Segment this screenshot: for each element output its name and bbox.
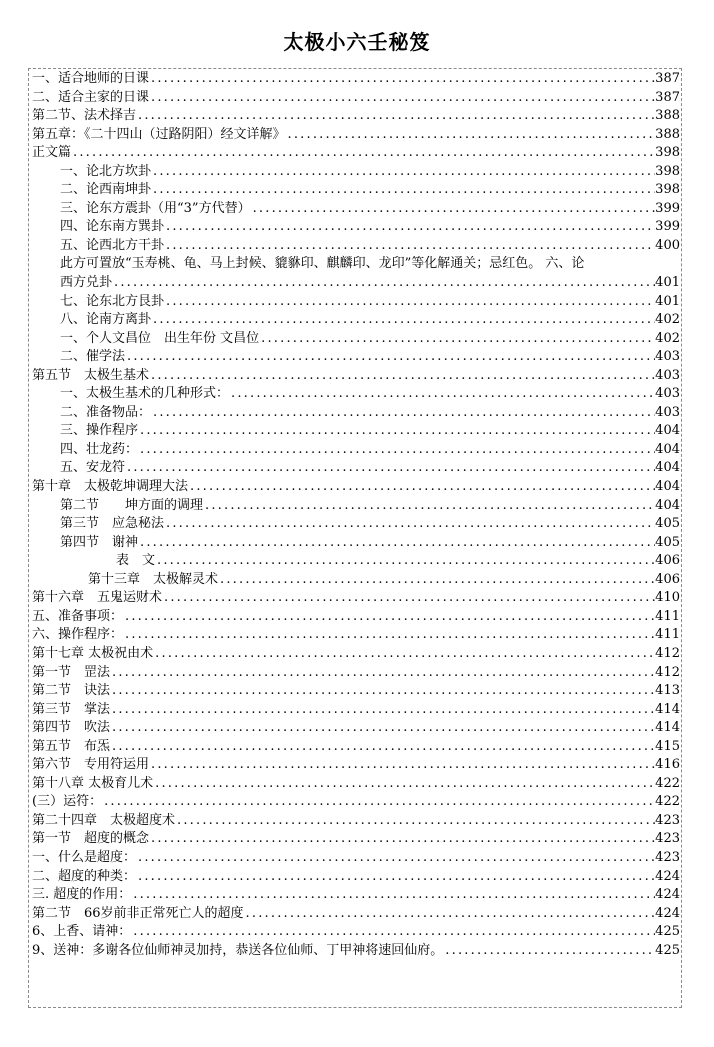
toc-entry[interactable] bbox=[32, 89, 680, 108]
toc-entry[interactable] bbox=[32, 886, 680, 905]
toc-leader-dots bbox=[149, 756, 655, 775]
toc-entry[interactable] bbox=[32, 701, 680, 720]
toc-entry[interactable] bbox=[32, 923, 680, 942]
toc-entry-label: 第十七章 太极祝由术 bbox=[32, 645, 154, 661]
toc-leader-dots bbox=[110, 719, 655, 738]
toc-entry-label: 第四节 谢神 bbox=[60, 534, 139, 550]
toc-entry-label: 第四节 吹法 bbox=[32, 720, 111, 736]
toc-entry-wrapped[interactable] bbox=[32, 255, 680, 274]
toc-leader-dots bbox=[229, 385, 655, 404]
toc-entry-label: 西方兑卦 bbox=[60, 275, 113, 291]
toc-page-number: 398 bbox=[655, 145, 680, 161]
toc-page-number: 401 bbox=[655, 293, 680, 309]
toc-entry-label: 一、太极生基术的几种形式： bbox=[60, 386, 230, 402]
toc-entry-label: 一、什么是超度： bbox=[32, 849, 137, 865]
toc-entry-label: 第六节 专用符运用 bbox=[32, 757, 150, 773]
toc-leader-dots bbox=[164, 515, 655, 534]
toc-entry-label: 第五节 布炁 bbox=[32, 738, 111, 754]
toc-leader-dots bbox=[164, 218, 655, 237]
toc-entry-label: 五、准备事项： bbox=[32, 608, 124, 624]
toc-page-number: 412 bbox=[655, 664, 680, 680]
toc-page-number: 406 bbox=[655, 553, 680, 569]
toc-entry-label: 一、适合地师的日课 bbox=[32, 71, 150, 86]
toc-page-number: 423 bbox=[655, 831, 680, 847]
toc-page-number: 400 bbox=[655, 237, 680, 253]
toc-entry[interactable] bbox=[32, 645, 680, 664]
toc-leader-dots bbox=[125, 459, 655, 478]
toc-entry[interactable] bbox=[32, 738, 680, 757]
toc-entry[interactable] bbox=[32, 589, 680, 608]
toc-page-number: 399 bbox=[655, 219, 680, 235]
toc-entry[interactable] bbox=[32, 812, 680, 831]
toc-leader-dots bbox=[149, 70, 655, 89]
toc-leader-dots bbox=[155, 552, 655, 571]
toc-leader-dots bbox=[203, 497, 655, 516]
toc-entry[interactable] bbox=[32, 385, 680, 404]
toc-leader-dots bbox=[102, 793, 655, 812]
toc-leader-dots bbox=[175, 812, 655, 831]
toc-entry[interactable] bbox=[32, 200, 680, 219]
toc-leader-dots bbox=[131, 886, 655, 905]
toc-leader-dots bbox=[149, 367, 655, 386]
toc-entry[interactable] bbox=[32, 107, 680, 126]
toc-page-number: 414 bbox=[655, 701, 680, 717]
toc-entry-label: 第二十四章 太极超度术 bbox=[32, 812, 176, 828]
toc-leader-dots bbox=[153, 645, 655, 664]
toc-leader-dots bbox=[112, 274, 655, 293]
toc-entry[interactable] bbox=[32, 459, 680, 478]
toc-page-number: 404 bbox=[655, 441, 680, 457]
toc-leader-dots bbox=[259, 330, 655, 349]
toc-entry-label: 六、操作程序： bbox=[32, 627, 124, 643]
toc-page-number: 422 bbox=[655, 775, 680, 791]
toc-entry-label: 第一节 超度的概念 bbox=[32, 831, 150, 847]
toc-entry[interactable] bbox=[32, 311, 680, 330]
toc-page-number: 388 bbox=[655, 108, 680, 124]
toc-page-number: 406 bbox=[655, 571, 680, 587]
toc-entry[interactable] bbox=[32, 682, 680, 701]
toc-leader-dots bbox=[286, 126, 656, 145]
toc-entry-label: 七、论东北方艮卦 bbox=[60, 293, 165, 309]
toc-entry[interactable] bbox=[32, 367, 680, 386]
toc-leader-dots bbox=[151, 181, 655, 200]
toc-entry[interactable] bbox=[32, 237, 680, 256]
toc-entry[interactable] bbox=[32, 441, 680, 460]
toc-page-number: 424 bbox=[655, 905, 680, 921]
toc-entry[interactable] bbox=[32, 70, 680, 89]
toc-page-number: 416 bbox=[655, 757, 680, 773]
toc-page-number: 405 bbox=[655, 534, 680, 550]
toc-leader-dots bbox=[131, 923, 655, 942]
toc-entry[interactable] bbox=[32, 868, 680, 887]
toc-page-number: 403 bbox=[655, 386, 680, 402]
toc-entry[interactable] bbox=[32, 664, 680, 683]
toc-entry-label: 第二节 诀法 bbox=[32, 683, 111, 699]
toc-entry[interactable] bbox=[32, 348, 680, 367]
toc-leader-dots bbox=[125, 348, 655, 367]
toc-entry[interactable] bbox=[32, 905, 680, 924]
toc-entry-label: 一、个人文昌位 出生年份 文昌位 bbox=[60, 330, 260, 346]
toc-page-number: 402 bbox=[655, 330, 680, 346]
toc-leader-dots bbox=[244, 905, 656, 924]
toc-entry-label: 八、论南方离卦 bbox=[60, 312, 152, 328]
toc-page-number: 398 bbox=[655, 182, 680, 198]
toc-page-number: 411 bbox=[655, 627, 680, 643]
toc-entry[interactable] bbox=[32, 293, 680, 312]
toc-entry-label: 第五节 太极生基术 bbox=[32, 367, 150, 383]
toc-entry[interactable] bbox=[32, 274, 680, 293]
toc-page-number: 404 bbox=[655, 460, 680, 476]
toc-entry[interactable] bbox=[32, 571, 680, 590]
toc-entry-label: 三、论东方震卦（用“3”方代替） bbox=[60, 200, 251, 216]
toc-entry[interactable] bbox=[32, 218, 680, 237]
toc-page-number: 405 bbox=[655, 516, 680, 532]
toc-entry-label: 第二节 坤方面的调理 bbox=[60, 497, 204, 513]
toc-entry[interactable] bbox=[32, 163, 680, 182]
toc-leader-dots bbox=[136, 868, 655, 887]
toc-page-number: 387 bbox=[655, 89, 680, 105]
toc-entry-label: 二、催学法 bbox=[60, 349, 126, 365]
toc-page-number: 423 bbox=[655, 812, 680, 828]
toc-page-number: 422 bbox=[655, 794, 680, 810]
toc-leader-dots bbox=[71, 144, 655, 163]
toc-leader-dots bbox=[251, 200, 656, 219]
toc-leader-dots bbox=[136, 849, 655, 868]
toc-leader-dots bbox=[149, 89, 655, 108]
toc-leader-dots bbox=[123, 608, 655, 627]
toc-leader-dots bbox=[110, 738, 655, 757]
toc-entry-label: 第二节、法术择吉 bbox=[32, 108, 137, 124]
toc-leader-dots bbox=[110, 682, 655, 701]
toc-page-number: 387 bbox=[655, 71, 680, 86]
toc-leader-dots bbox=[164, 237, 655, 256]
toc-leader-dots bbox=[110, 701, 655, 720]
toc-page-number: 403 bbox=[655, 349, 680, 365]
toc-entry-label: 表 文 bbox=[116, 553, 156, 569]
toc-page-number: 424 bbox=[655, 887, 680, 903]
toc-page-number: 413 bbox=[655, 683, 680, 699]
toc-page-number: 424 bbox=[655, 868, 680, 884]
toc-entry-label: 四、壮龙药： bbox=[60, 441, 139, 457]
toc-page-number: 415 bbox=[655, 738, 680, 754]
toc-entry[interactable] bbox=[32, 144, 680, 163]
toc-entry[interactable] bbox=[32, 181, 680, 200]
toc-page-number: 403 bbox=[655, 404, 680, 420]
toc-entry[interactable] bbox=[32, 515, 680, 534]
toc-page-number: 388 bbox=[655, 126, 680, 142]
toc-entry[interactable] bbox=[32, 608, 680, 627]
toc-entry-label: 一、论北方坎卦 bbox=[60, 163, 152, 179]
toc-page-number: 425 bbox=[655, 942, 680, 958]
toc-entry-label: 五、安龙符 bbox=[60, 460, 126, 476]
toc-entry-label: 三. 超度的作用： bbox=[32, 887, 132, 903]
toc-entry-label: 四、论东南方巽卦 bbox=[60, 219, 165, 235]
toc-entry[interactable] bbox=[32, 793, 680, 812]
toc-leader-dots bbox=[110, 664, 655, 683]
toc-leader-dots bbox=[188, 478, 655, 497]
toc-leader-dots bbox=[162, 589, 655, 608]
toc-entry-label: 二、论西南坤卦 bbox=[60, 182, 152, 198]
toc-page-number: 410 bbox=[655, 590, 680, 606]
toc-leader-dots bbox=[153, 775, 655, 794]
toc-page-number: 423 bbox=[655, 849, 680, 865]
toc-page-number: 414 bbox=[655, 720, 680, 736]
toc-entry[interactable] bbox=[32, 756, 680, 775]
toc-entry-label: 二、适合主家的日课 bbox=[32, 89, 150, 105]
toc-entry-label: 五、论西北方干卦 bbox=[60, 237, 165, 253]
toc-leader-dots bbox=[151, 404, 655, 423]
toc-entry-label: 第十三章 太极解灵术 bbox=[88, 571, 219, 587]
toc-leader-dots bbox=[149, 830, 655, 849]
toc-leader-dots bbox=[151, 311, 655, 330]
toc-page-number: 399 bbox=[655, 200, 680, 216]
toc-entry[interactable] bbox=[32, 478, 680, 497]
toc-page-number: 411 bbox=[655, 608, 680, 624]
toc-entry[interactable] bbox=[32, 422, 680, 441]
toc-page-number: 403 bbox=[655, 367, 680, 383]
toc-entry-label: 二、准备物品： bbox=[60, 404, 152, 420]
toc-entry-label: 此方可置放“玉寿桃、龟、马上封候、貔貅印、麒麟印、龙印”等化解通关；忌红色。 六、论 bbox=[60, 256, 585, 272]
toc-leader-dots bbox=[123, 626, 655, 645]
toc-page-number: 401 bbox=[655, 275, 680, 291]
table-of-contents bbox=[32, 70, 680, 960]
toc-entry-label: 第十六章 五鬼运财术 bbox=[32, 590, 163, 606]
toc-entry-label: 9、送神：多谢各位仙师神灵加持，恭送各位仙师、丁甲神将速回仙府。 bbox=[32, 942, 444, 958]
toc-entry[interactable] bbox=[32, 330, 680, 349]
toc-entry-label: 第十章 太极乾坤调理大法 bbox=[32, 479, 189, 495]
toc-page-number: 425 bbox=[655, 924, 680, 940]
toc-page-number: 398 bbox=[655, 163, 680, 179]
toc-entry[interactable] bbox=[32, 497, 680, 516]
toc-leader-dots bbox=[138, 422, 655, 441]
toc-leader-dots bbox=[218, 571, 655, 590]
toc-entry-label: 第二节 66岁前非正常死亡人的超度 bbox=[32, 905, 244, 921]
document-title: 太极小六壬秘笈 bbox=[283, 30, 431, 54]
toc-entry-label: (三）运符： bbox=[32, 794, 103, 810]
toc-entry[interactable] bbox=[32, 552, 680, 571]
toc-entry-label: 第三节 应急秘法 bbox=[60, 516, 165, 532]
toc-page-number: 412 bbox=[655, 645, 680, 661]
toc-leader-dots bbox=[138, 534, 655, 553]
toc-leader-dots bbox=[136, 107, 655, 126]
toc-page-number: 404 bbox=[655, 423, 680, 439]
toc-leader-dots bbox=[138, 441, 655, 460]
toc-entry-label: 第三节 掌法 bbox=[32, 701, 111, 717]
toc-entry[interactable] bbox=[32, 404, 680, 423]
toc-entry-label: 第五章：《二十四山（过路阴阳）经文详解》 bbox=[32, 126, 286, 142]
toc-entry[interactable] bbox=[32, 849, 680, 868]
toc-entry-label: 三、操作程序 bbox=[60, 423, 139, 439]
toc-entry[interactable] bbox=[32, 534, 680, 553]
toc-leader-dots bbox=[164, 293, 655, 312]
toc-page-number: 404 bbox=[655, 479, 680, 495]
toc-entry[interactable] bbox=[32, 775, 680, 794]
toc-entry-label: 正文篇 bbox=[32, 145, 72, 161]
toc-leader-dots bbox=[151, 163, 655, 182]
toc-entry[interactable] bbox=[32, 126, 680, 145]
toc-entry-label: 第一节 罡法 bbox=[32, 664, 111, 680]
toc-entry[interactable] bbox=[32, 719, 680, 738]
toc-entry[interactable] bbox=[32, 626, 680, 645]
toc-entry[interactable] bbox=[32, 830, 680, 849]
toc-entry[interactable] bbox=[32, 942, 680, 961]
toc-entry-label: 6、上香、请神： bbox=[32, 924, 132, 940]
toc-entry-label: 二、超度的种类： bbox=[32, 868, 137, 884]
toc-page-number: 402 bbox=[655, 312, 680, 328]
toc-leader-dots bbox=[443, 942, 655, 961]
toc-entry-label: 第十八章 太极育儿术 bbox=[32, 775, 154, 791]
toc-page-number: 404 bbox=[655, 497, 680, 513]
